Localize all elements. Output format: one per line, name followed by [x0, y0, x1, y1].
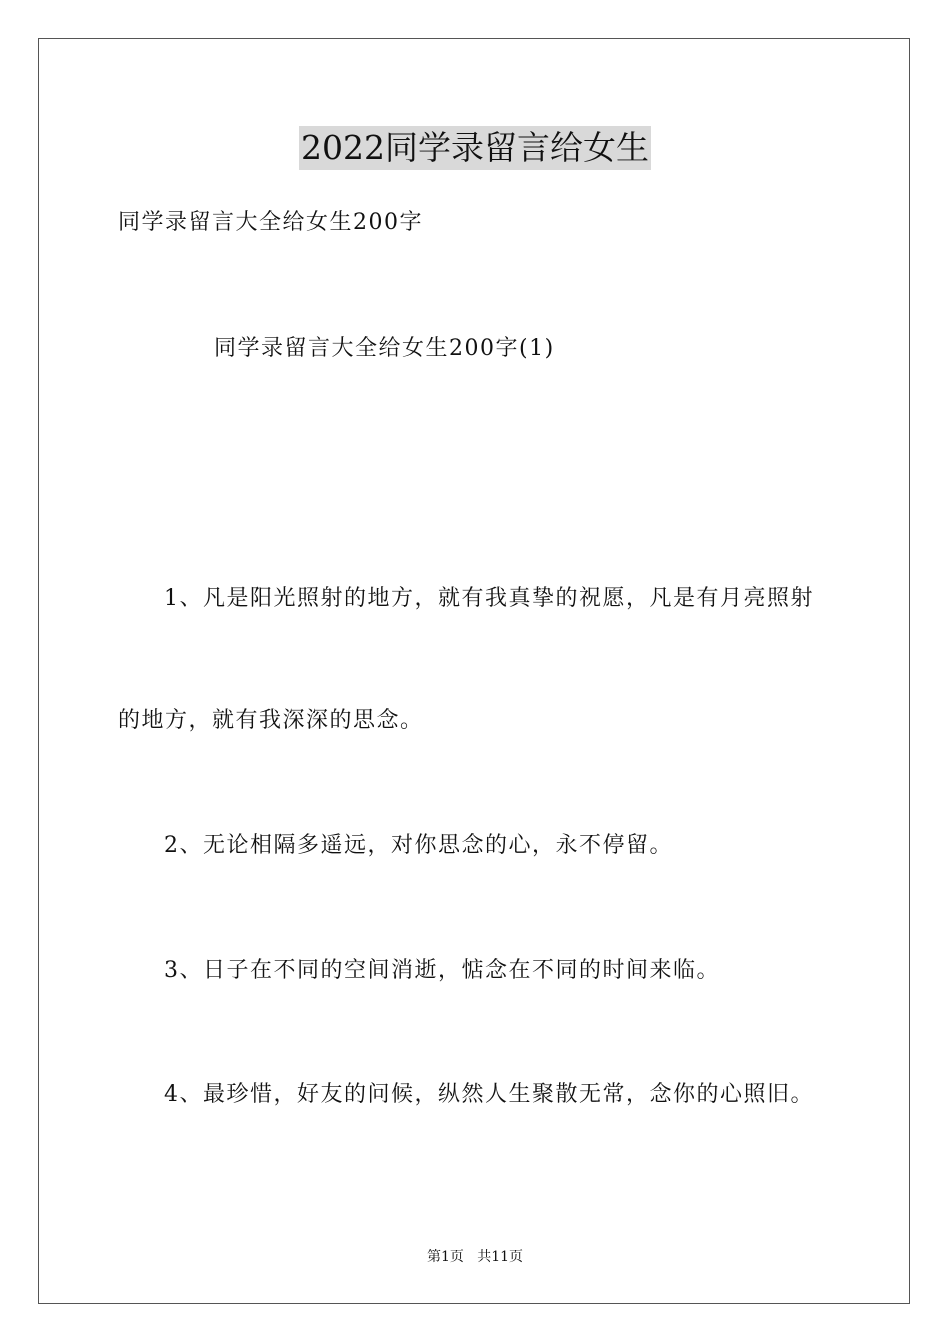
- title-container: [0, 126, 950, 170]
- paragraph-2: 2、无论相隔多遥远，对你思念的心，永不停留。: [164, 833, 673, 858]
- paragraph-4: 4、最珍惜，好友的问候，纵然人生聚散无常，念你的心照旧。: [164, 1082, 814, 1107]
- section-title: 同学录留言大全给女生200字(1): [214, 336, 555, 361]
- paragraph-1-line-1: 1、凡是阳光照射的地方，就有我真挚的祝愿，凡是有月亮照射: [164, 586, 814, 611]
- document-title: 2022同学录留言给女生: [299, 126, 651, 170]
- page-footer: 第1页 共11页: [426, 1249, 524, 1265]
- paragraph-3: 3、日子在不同的空间消逝，惦念在不同的时间来临。: [164, 958, 720, 983]
- document-subtitle: 同学录留言大全给女生200字: [118, 210, 423, 235]
- paragraph-1-line-2: 的地方，就有我深深的思念。: [118, 708, 424, 733]
